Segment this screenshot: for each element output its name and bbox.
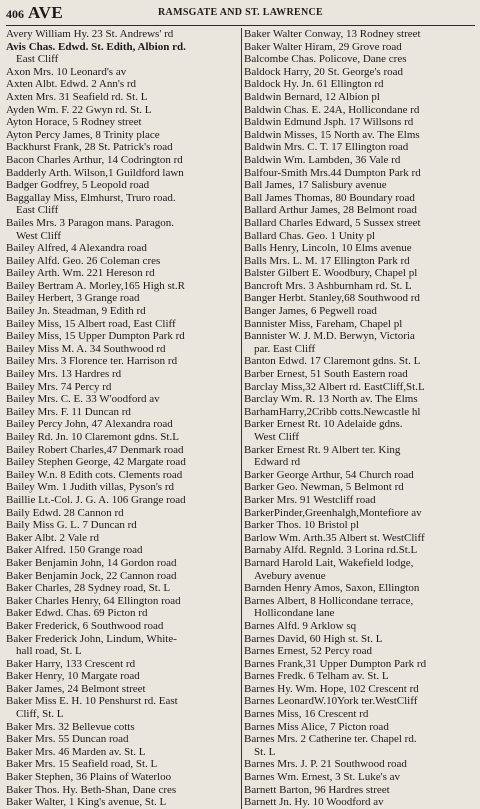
- directory-entry: Barnes Miss, 16 Crescent rd: [244, 708, 369, 721]
- section-heading: AVE: [28, 3, 64, 22]
- directory-entry: BarhamHarry,2Cribb cotts.Newcastle hl: [244, 405, 421, 418]
- column-divider: [241, 28, 242, 809]
- directory-entry: Ayton Percy James, 8 Trinity place: [6, 128, 160, 141]
- directory-entry: Barnaby Alfd. Regnld. 3 Lorina rd.St.L: [244, 544, 418, 557]
- directory-entry: Bailey Mrs. C. E. 33 W'oodford av: [6, 393, 160, 406]
- directory-entry: Baldwin Chas. E. 24A, Hollicondane rd: [244, 103, 420, 116]
- directory-entry: Barclay Wm. R. 13 North av. The Elms: [244, 393, 418, 406]
- directory-entry: Barnes Ernest, 52 Percy road: [244, 645, 372, 658]
- directory-entry: Balcombe Chas. Policove, Dane cres: [244, 53, 407, 66]
- directory-entry: Baker Walter Hiram, 29 Grove road: [244, 40, 402, 53]
- directory-entry: Baker Benjamin John, 14 Gordon road: [6, 556, 177, 569]
- directory-entry: Baker Thos. Hy. Beth-Shan, Dane cres: [6, 783, 177, 796]
- directory-entry: Baldwin Wm. Lambden, 36 Vale rd: [244, 153, 401, 166]
- directory-entry: Barnes Albert, 8 Hollicondane terrace,: [244, 594, 414, 607]
- directory-entry: Barnes Mrs. 2 Catherine ter. Chapel rd.: [244, 733, 417, 746]
- directory-entry: Baily Miss G. L. 7 Duncan rd: [6, 519, 137, 532]
- directory-entry: Ball James, 17 Salisbury avenue: [244, 179, 387, 192]
- directory-entry: Bannister Miss, Fareham, Chapel pl: [244, 317, 403, 330]
- directory-entry: Bailey Wm. 1 Judith villas, Pyson's rd: [6, 481, 175, 494]
- directory-entry: Barnes LeonardW.10York ter.WestCliff: [244, 695, 418, 708]
- directory-entry: Barlow Wm. Arth.35 Albert st. WestCliff: [244, 531, 425, 544]
- directory-entry: Barnes David, 60 High st. St. L: [244, 632, 383, 645]
- running-head: RAMSGATE AND ST. LAWRENCE: [158, 7, 323, 18]
- directory-entry: Barclay Miss,32 Albert rd. EastCliff,St.L: [244, 380, 425, 393]
- directory-entry: Avis Chas. Edwd. St. Edith, Albion rd.: [6, 40, 186, 53]
- directory-entry: Barnett Barton, 96 Hardres street: [244, 783, 390, 796]
- directory-entry: Baldwin Mrs. C. T. 17 Ellington road: [244, 141, 409, 154]
- directory-entry: Barnes Mrs. J. P. 21 Southwood road: [244, 758, 407, 771]
- directory-entry: Edward rd: [254, 456, 301, 469]
- directory-entry: Bailey Alfd. Geo. 26 Coleman cres: [6, 254, 161, 267]
- directory-entry: Barker George Arthur, 54 Church road: [244, 468, 414, 481]
- directory-entry: Baker Mrs. 46 Marden av. St. L: [6, 745, 146, 758]
- directory-entry: Bailey Robert Charles,47 Denmark road: [6, 443, 184, 456]
- directory-entry: Barker Thos. 10 Bristol pl: [244, 519, 359, 532]
- directory-entry: Bailey Percy John, 47 Alexandra road: [6, 418, 173, 431]
- directory-entry: Bailey Arth. Wm. 221 Hereson rd: [6, 267, 155, 280]
- directory-entry: Ballard Chas. Geo. 1 Unity pl: [244, 229, 376, 242]
- directory-entry: Baldock Hy. Jn. 61 Ellington rd: [244, 78, 384, 91]
- directory-entry: Baker Henry, 10 Margate road: [6, 670, 140, 683]
- directory-entry: Bacon Charles Arthur, 14 Codrington rd: [6, 153, 183, 166]
- directory-entry: Axten Mrs. 31 Seafield rd. St. L: [6, 90, 148, 103]
- directory-entry: Bailey Miss, 15 Upper Dumpton Park rd: [6, 330, 185, 343]
- directory-entry: Banton Edwd. 17 Claremont gdns. St. L: [244, 355, 421, 368]
- directory-entry: Barnes Alfd. 9 Arklow sq: [244, 619, 357, 632]
- directory-entry: Bailey Alfred, 4 Alexandra road: [6, 242, 147, 255]
- directory-entry: Baldwin Edmund Jsph. 17 Willsons rd: [244, 116, 414, 129]
- right-column: [243, 28, 475, 809]
- directory-entry: Baldwin Bernard, 12 Albion pl: [244, 90, 380, 103]
- directory-entry: Baker Miss E. H. 10 Penshurst rd. East: [6, 695, 178, 708]
- page-number: 406: [6, 7, 24, 21]
- directory-entry: Ayton Horace, 5 Rodney street: [6, 116, 142, 129]
- directory-entry: Bailes Mrs. 3 Paragon mans. Paragon.: [6, 216, 175, 229]
- directory-entry: Baldock Harry, 20 St. George's road: [244, 65, 404, 78]
- directory-entry: Bailey Mrs. 3 Florence ter. Harrison rd: [6, 355, 178, 368]
- directory-entry: Barker Ernest Rt. 10 Adelaide gdns.: [244, 418, 403, 431]
- directory-entry: Barnes Miss Alice, 7 Picton road: [244, 720, 389, 733]
- directory-entry: Barker Geo. Newman, 5 Belmont rd: [244, 481, 404, 494]
- directory-entry: Baker Walter Conway, 13 Rodney street: [244, 28, 421, 40]
- directory-entry: Baker Benjamin Jock, 22 Cannon road: [6, 569, 177, 582]
- directory-entry: Baker Albt. 2 Vale rd: [6, 531, 99, 544]
- directory-entry: Balls Henry, Lincoln, 10 Elms avenue: [244, 242, 412, 255]
- directory-entry: Backhurst Frank, 28 St. Patrick's road: [6, 141, 173, 154]
- directory-entry: Baggallay Miss, Elmhurst, Truro road.: [6, 191, 176, 204]
- directory-entry: Baker James, 24 Belmont street: [6, 682, 146, 695]
- directory-entry: Baldwin Misses, 15 North av. The Elms: [244, 128, 420, 141]
- directory-entry: Bailey Rd. Jn. 10 Claremont gdns. St.L: [6, 431, 179, 443]
- directory-entry: Baker Edwd. Chas. 69 Picton rd: [6, 607, 148, 620]
- directory-entry: Bailey Stephen George, 42 Margate road: [6, 456, 186, 469]
- directory-entry: Badderly Arth. Wilson,1 Guildford lawn: [6, 166, 184, 179]
- directory-entry: Baillie Lt.-Col. J. G. A. 106 Grange road: [6, 493, 186, 506]
- directory-entry: Barker Ernest Rt. 9 Albert ter. King: [244, 443, 401, 456]
- directory-entry: Baker Mrs. 55 Duncan road: [6, 733, 129, 746]
- directory-entry: Bailey Miss M. A. 34 Southwood rd: [6, 342, 166, 355]
- directory-entry: Bailey Mrs. 74 Percy rd: [6, 380, 112, 393]
- directory-entry: Baker Charles Henry, 64 Ellington road: [6, 594, 181, 607]
- directory-entry: Baker Mrs. 15 Seafield road, St. L: [6, 758, 158, 771]
- directory-entry: Barnes Fredk. 6 Telham av. St. L: [244, 670, 389, 683]
- directory-entry: Baker Harry, 133 Crescent rd: [6, 657, 136, 670]
- directory-entry: Balster Gilbert E. Woodbury, Chapel pl: [244, 267, 418, 280]
- columns: [6, 28, 475, 809]
- directory-entry: Avebury avenue: [254, 569, 326, 582]
- directory-entry: Bailey Miss, 15 Albert road, East Cliff: [6, 317, 176, 330]
- directory-entry: Baker Alfred. 150 Grange road: [6, 544, 143, 557]
- directory-entry: Ball James Thomas, 80 Boundary road: [244, 191, 415, 204]
- directory-entry: Bailey Mrs. 13 Hardres rd: [6, 368, 122, 381]
- directory-entry: Balfour-Smith Mrs.44 Dumpton Park rd: [244, 166, 421, 179]
- directory-entry: Barker Mrs. 91 Westcliff road: [244, 493, 376, 506]
- directory-entry: Baker Mrs. 32 Bellevue cotts: [6, 720, 135, 733]
- directory-entry: St. L: [254, 745, 276, 758]
- directory-entry: Ballard Charles Edward, 5 Sussex street: [244, 216, 421, 229]
- directory-entry: Bancroft Mrs. 3 Ashburnham rd. St. L: [244, 279, 412, 292]
- directory-entry: Bailey Bertram A. Morley,165 High st.R: [6, 279, 185, 292]
- left-column: [6, 28, 237, 809]
- directory-entry: Balls Mrs. L. M. 17 Ellington Park rd: [244, 254, 410, 267]
- directory-entry: Baily Edwd. 28 Cannon rd: [6, 506, 124, 519]
- directory-entry: Barnden Henry Amos, Saxon, Ellington: [244, 582, 420, 595]
- directory-entry: Baker Frederick, 6 Southwood road: [6, 619, 164, 632]
- directory-entry: Bannister W. J. M.D. Berwyn, Victoria: [244, 330, 415, 343]
- directory-entry: Banger James, 6 Pegwell road: [244, 305, 377, 318]
- directory-entry: Cliff, St. L: [16, 708, 64, 721]
- directory-entry: Bailey W.n. 8 Edith cots. Clements road: [6, 468, 183, 481]
- directory-entry: Barnes Frank,31 Upper Dumpton Park rd: [244, 657, 427, 670]
- directory-entry: Axten Albt. Edwd. 2 Ann's rd: [6, 78, 137, 91]
- directory-entry: Banger Herbt. Stanley,68 Southwood rd: [244, 292, 420, 305]
- directory-entry: Baker Charles, 28 Sydney road, St. L: [6, 582, 171, 595]
- directory-entry: Barnes Hy. Wm. Hope, 102 Crescent rd: [244, 682, 419, 695]
- directory-entry: Bailey Jn. Steadman, 9 Edith rd: [6, 305, 146, 318]
- directory-entry: East Cliff: [16, 204, 59, 217]
- directory-entry: Barnes Wm. Ernest, 3 St. Luke's av: [244, 771, 401, 784]
- directory-entry: Avery William Hy. 23 St. Andrews' rd: [6, 28, 174, 40]
- directory-entry: Baker Walter, 1 King's avenue, St. L: [6, 796, 167, 809]
- page-header: [6, 3, 475, 26]
- directory-entry: West Cliff: [16, 229, 62, 242]
- directory-entry: Barber Ernest, 51 South Eastern road: [244, 368, 408, 381]
- directory-entry: Axon Mrs. 10 Leonard's av: [6, 65, 127, 78]
- directory-entry: Bailey Herbert, 3 Grange road: [6, 292, 140, 305]
- directory-entry: Ayden Wm. F. 22 Gwyn rd. St. L: [6, 103, 152, 116]
- directory-entry: Ballard Arthur James, 28 Belmont road: [244, 204, 417, 217]
- directory-entry: Barnard Harold Lait, Wakefield lodge,: [244, 556, 414, 569]
- directory-entry: Badger Godfrey, 5 Leopold road: [6, 179, 150, 192]
- directory-entry: hall road, St. L: [16, 645, 82, 658]
- directory-entry: Baker Frederick John, Lindum, White-: [6, 632, 177, 645]
- directory-entry: par. East Cliff: [254, 342, 316, 355]
- directory-entry: East Cliff: [16, 53, 59, 66]
- directory-entry: Baker Stephen, 36 Plains of Waterloo: [6, 771, 172, 784]
- directory-entry: Barnett Jn. Hy. 10 Woodford av: [244, 796, 384, 809]
- directory-entry: Bailey Mrs. F. 11 Duncan rd: [6, 405, 131, 418]
- directory-entry: Hollicondane lane: [254, 607, 335, 620]
- directory-entry: West Cliff: [254, 431, 300, 443]
- directory-entry: BarkerPinder,Greenhalgh,Montefiore av: [244, 506, 422, 519]
